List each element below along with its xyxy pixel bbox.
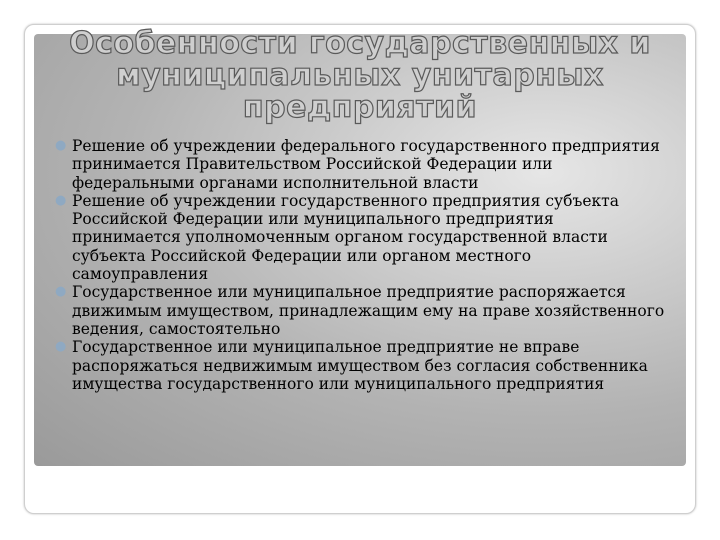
bullet-text: Решение об учреждении федерального государственного предприятия принимается Правительством Российской Федерации или федеральными органами исполнительной власти (72, 137, 660, 192)
slide-title: Особенности государственных и муниципальных унитарных предприятий (69, 26, 651, 125)
bullet-item (56, 137, 666, 192)
bullet-text: Государственное или муниципальное предприятие распоряжается движимым имуществом, принадлежащим ему на праве хозяйственного ведения, самостоятельно (72, 283, 665, 338)
bullet-list (56, 137, 666, 393)
bullet-item (56, 192, 666, 283)
bullet-icon: ● (55, 192, 67, 208)
bullet-icon: ● (55, 138, 67, 153)
bullet-text: Государственное или муниципальное предприятие не вправе распоряжаться недвижимым имуществом без согласия собственника имущества государственного или муниципального предприятия (72, 338, 648, 393)
bullet-icon: ● (55, 339, 67, 355)
bullet-item (56, 338, 666, 393)
bullet-icon: ● (55, 284, 67, 300)
bullet-text: Решение об учреждении государственного предприятия субъекта Российской Федерации или муниципального предприятия принимается уполномоченным органом государственной власти субъекта Российской Федерации или органом местного самоуправления (72, 191, 619, 284)
bullet-item (56, 283, 666, 338)
